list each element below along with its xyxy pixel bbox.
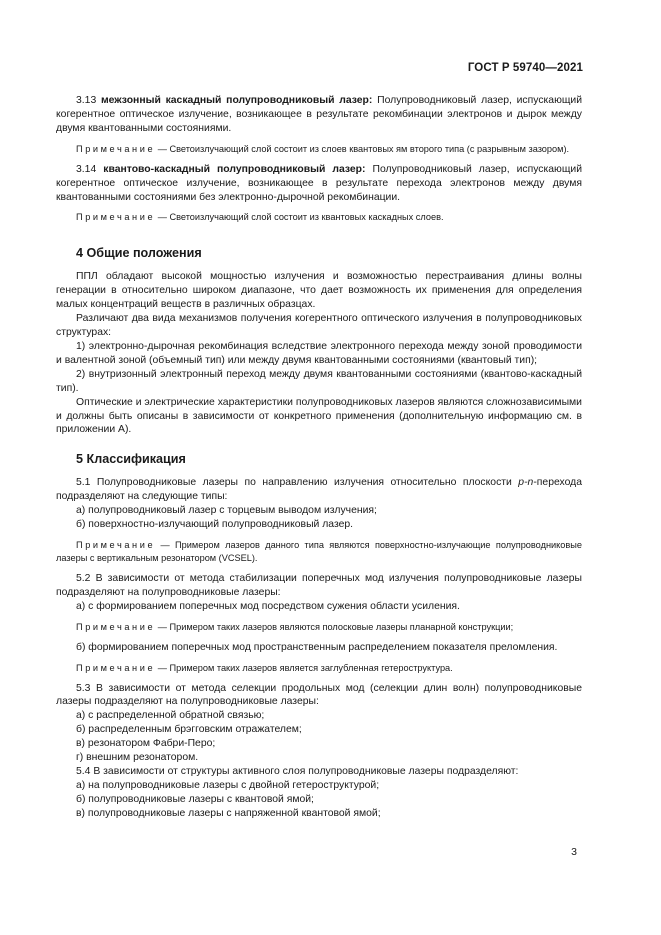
list-item: б) распределенным брэгговским отражателем; [76, 724, 302, 736]
list-item: в) резонатором Фабри-Перо; [76, 738, 216, 750]
clause-text: 5.1 Полупроводниковые лазеры по направлению излучения относительно плоскости [76, 477, 519, 489]
section-5-heading: 5 Классификация [76, 452, 186, 467]
term-3-13 [56, 94, 582, 136]
note-label: Примечание [76, 212, 156, 223]
note-label: Примечание [76, 539, 156, 550]
paragraph: Оптические и электрические характеристики полупроводниковых лазеров являются сложнозависимыми и должны быть описаны в зависимости от конкретного применения (дополнительную информацию см. в приложении А). [56, 396, 582, 436]
clause-5-2: 5.2 В зависимости от метода стабилизации поперечных мод излучения полупроводниковые лазеры подразделяют на полупроводниковые лазеры: [56, 572, 582, 598]
note-3-14 [56, 211, 582, 224]
note-label: Примечание [76, 143, 156, 154]
note-5-2b [56, 662, 582, 675]
term-number: 3.14 [76, 163, 97, 175]
term-3-14 [56, 163, 582, 205]
term-number: 3.13 [76, 95, 97, 106]
note-text: — Светоизлучающий слой состоит из квантовых каскадных слоев. [155, 212, 444, 223]
clause-text: -перехода подразделяют на следующие типы: [56, 477, 582, 503]
note-5-2a [56, 621, 582, 634]
term-name: квантово-каскадный полупроводниковый лазер: [103, 163, 366, 175]
list-item: г) внешним резонатором. [76, 752, 199, 764]
standard-header: ГОСТ Р 59740—2021 [467, 62, 583, 74]
note-text: — Примером таких лазеров является заглубленная гетероструктура. [155, 662, 453, 673]
section-4-heading: 4 Общие положения [76, 246, 202, 261]
list-item: 1) электронно-дырочная рекомбинация вследствие электронного перехода между зоной проводимости и валентной зоной (объемный тип) или между двумя квантованными состояниями (квантовый тип); [56, 340, 582, 366]
list-item: а) на полупроводниковые лазеры с двойной гетероструктурой; [76, 779, 380, 791]
note-3-13 [56, 143, 582, 156]
note-text: — Светоизлучающий слой состоит из слоев квантовых ям второго типа (с разрывным зазором). [155, 143, 570, 154]
list-item: б) формированием поперечных мод пространственным распределением показателя преломления. [76, 641, 558, 653]
paragraph: Различают два вида механизмов получения когерентного оптического излучения в полупроводниковых структурах: [56, 313, 582, 339]
paragraph: ППЛ обладают высокой мощностью излучения и возможностью перестраивания длины волны генерации в относительно широком диапазоне, что дает возможность их применения для определения малых концентраций веществ в различных образцах. [56, 271, 582, 311]
clause-5-1 [56, 476, 582, 504]
note-label: Примечание [76, 662, 156, 673]
list-item: 2) внутризонный электронный переход между двумя квантованными состояниями (квантово-каскадный тип). [56, 368, 582, 394]
term-definition: Полупроводниковый лазер, испускающий когерентное оптическое излучение, возникающее в результате рекомбинации электронов и дырок между двумя квантованными состояниями. [56, 95, 583, 134]
term-name: межзонный каскадный полупроводниковый лазер: [100, 95, 373, 106]
list-item: б) поверхностно-излучающий полупроводниковый лазер. [76, 519, 354, 531]
pn-junction: р-n [518, 477, 534, 489]
page-content [56, 94, 582, 821]
page-number: 3 [571, 846, 577, 858]
note-5-1 [56, 539, 582, 565]
list-item: а) с распределенной обратной связью; [76, 710, 265, 722]
list-item: в) полупроводниковые лазеры с напряженной квантовой ямой; [76, 807, 381, 819]
list-item: а) полупроводниковый лазер с торцевым выводом излучения; [76, 505, 377, 517]
note-text: — Примером лазеров данного типа являются поверхностно-излучающие полупроводниковые лазеры с вертикальным резонатором (VCSEL). [56, 539, 582, 563]
note-label: Примечание [76, 621, 156, 632]
clause-5-3: 5.3 В зависимости от метода селекции продольных мод (селекции длин волн) полупроводниковые лазеры подразделяют на полупроводниковые лазеры: [56, 682, 582, 708]
term-definition: Полупроводниковый лазер, испускающий когерентное оптическое излучение, возникающее в результате перехода электронов между двумя квантованными состояниями без электронно-дырочной рекомбинации. [56, 163, 582, 203]
note-text: — Примером таких лазеров являются полосковые лазеры планарной конструкции; [155, 621, 514, 632]
clause-5-4: 5.4 В зависимости от структуры активного слоя полупроводниковые лазеры подразделяют: [76, 766, 519, 777]
list-item: а) с формированием поперечных мод посредством сужения области усиления. [76, 600, 460, 612]
list-item: б) полупроводниковые лазеры с квантовой ямой; [76, 793, 314, 805]
